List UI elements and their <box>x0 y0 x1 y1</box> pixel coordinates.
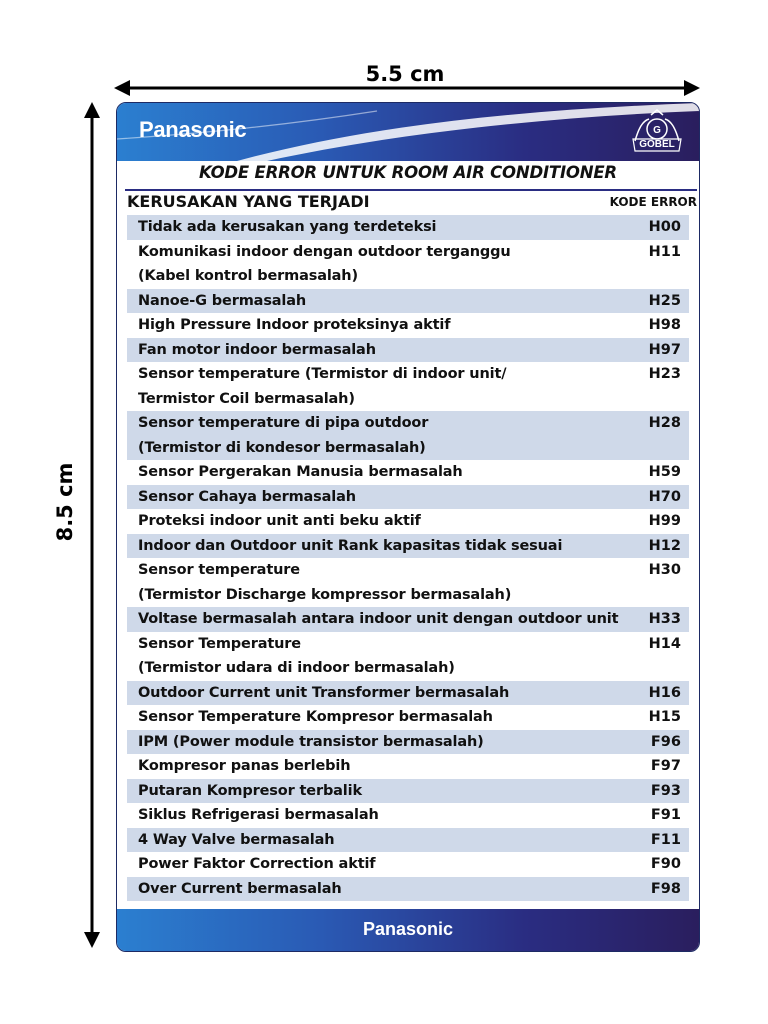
table-row <box>127 632 689 681</box>
error-code-table <box>127 215 689 901</box>
error-code: F91 <box>650 807 681 823</box>
table-row <box>127 534 689 559</box>
error-description: Sensor Pergerakan Manusia bermasalah <box>138 464 463 480</box>
error-description: IPM (Power module transistor bermasalah) <box>138 733 484 750</box>
error-code: H25 <box>648 292 681 309</box>
table-row <box>127 411 689 460</box>
table-row <box>127 730 689 755</box>
table-row <box>127 754 689 779</box>
error-code: F93 <box>650 782 681 799</box>
error-description: (Kabel kontrol bermasalah) <box>138 268 358 284</box>
width-dimension-label: 5.5 cm <box>365 62 445 86</box>
gobel-logo-text: GOBEL <box>639 139 675 150</box>
error-code: F98 <box>650 880 681 897</box>
table-row <box>127 852 689 877</box>
error-description: Nanoe-G bermasalah <box>138 292 307 309</box>
height-dimension-label: 8.5 cm <box>53 462 77 542</box>
error-description: Power Faktor Correction aktif <box>138 856 376 872</box>
error-description: Kompresor panas berlebih <box>138 758 351 774</box>
error-description: Sensor Cahaya bermasalah <box>138 488 356 505</box>
error-description: Putaran Kompresor terbalik <box>138 782 362 799</box>
table-row <box>127 215 689 240</box>
table-row <box>127 558 689 607</box>
panasonic-footer-logo: Panasonic <box>362 919 454 939</box>
table-header <box>125 189 697 213</box>
error-description: Sensor temperature (Termistor di indoor unit/ <box>138 366 507 382</box>
error-description: Sensor Temperature Kompresor bermasalah <box>138 709 493 725</box>
error-code: F96 <box>650 733 681 750</box>
error-description: 4 Way Valve bermasalah <box>138 831 335 848</box>
error-description: Sensor temperature <box>138 562 300 578</box>
error-description: (Termistor di kondesor bermasalah) <box>138 439 426 456</box>
error-code: F90 <box>650 856 681 872</box>
error-code: H59 <box>648 464 681 480</box>
error-description: Over Current bermasalah <box>138 880 342 897</box>
error-code: H98 <box>648 317 681 333</box>
error-description: High Pressure Indoor proteksinya aktif <box>138 317 451 333</box>
table-row <box>127 338 689 363</box>
table-row <box>127 460 689 485</box>
table-row <box>127 289 689 314</box>
table-row <box>127 877 689 902</box>
error-code: H11 <box>648 243 681 260</box>
table-row <box>127 362 689 411</box>
table-row <box>127 828 689 853</box>
error-code: H12 <box>648 537 681 554</box>
error-description: Indoor dan Outdoor unit Rank kapasitas tidak sesuai <box>138 537 563 554</box>
table-row <box>127 681 689 706</box>
error-description: Sensor Temperature <box>138 635 301 652</box>
card-header <box>117 103 699 161</box>
error-code: H00 <box>648 219 681 235</box>
error-code: H14 <box>648 635 681 652</box>
error-description: Tidak ada kerusakan yang terdeteksi <box>138 219 437 235</box>
panasonic-logo: Panasonic <box>139 117 247 142</box>
gobel-logo <box>625 109 689 155</box>
error-description: Voltase bermasalah antara indoor unit dengan outdoor unit <box>138 611 619 627</box>
error-code: H30 <box>648 562 681 578</box>
table-row <box>127 779 689 804</box>
error-code: H28 <box>648 415 681 431</box>
table-row <box>127 240 689 289</box>
column-header-problem: KERUSAKAN YANG TERJADI <box>127 192 370 211</box>
error-code-card <box>116 102 700 952</box>
error-code: H99 <box>648 513 681 529</box>
error-description: Outdoor Current unit Transformer bermasalah <box>138 684 510 701</box>
error-code: F11 <box>650 831 681 848</box>
card-title: KODE ERROR UNTUK ROOM AIR CONDITIONER <box>199 163 617 182</box>
table-row <box>127 803 689 828</box>
table-row <box>127 705 689 730</box>
table-row <box>127 607 689 632</box>
error-code: H97 <box>648 341 681 358</box>
error-description: Termistor Coil bermasalah) <box>138 390 355 407</box>
svg-text:G: G <box>653 125 661 136</box>
table-row <box>127 509 689 534</box>
card-footer <box>117 909 699 951</box>
error-code: H33 <box>648 611 681 627</box>
error-description: (Termistor udara di indoor bermasalah) <box>138 660 455 676</box>
error-code: H70 <box>648 488 681 505</box>
error-description: Siklus Refrigerasi bermasalah <box>138 807 379 823</box>
error-description: Sensor temperature di pipa outdoor <box>138 415 429 431</box>
column-header-code: KODE ERROR <box>609 195 697 209</box>
error-code: H15 <box>648 709 681 725</box>
error-description: Komunikasi indoor dengan outdoor terganggu <box>138 243 511 260</box>
error-code: H16 <box>648 684 681 701</box>
error-code: F97 <box>650 758 681 774</box>
table-row <box>127 313 689 338</box>
table-row <box>127 485 689 510</box>
error-description: Fan motor indoor bermasalah <box>138 341 376 358</box>
error-description: Proteksi indoor unit anti beku aktif <box>138 513 421 529</box>
error-description: (Termistor Discharge kompressor bermasalah) <box>138 586 512 603</box>
error-code: H23 <box>648 366 681 382</box>
